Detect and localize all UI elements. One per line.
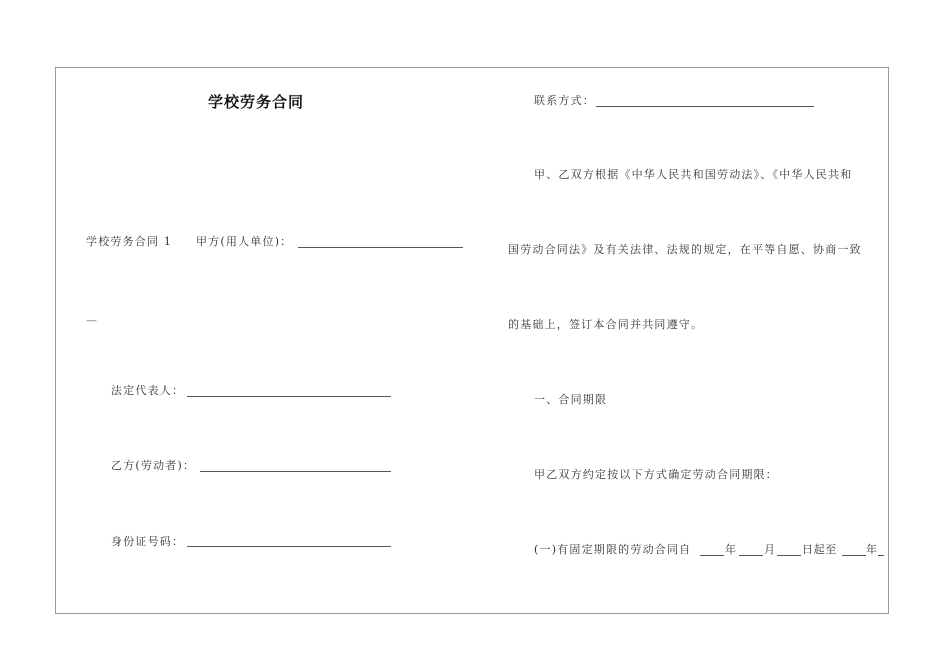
contract-number-label: 学校劳务合同 1 (86, 235, 173, 248)
legal-representative-label: 法定代表人： (111, 384, 185, 397)
party-b-label: 乙方(劳动者)： (111, 459, 196, 472)
party-b-blank-line (200, 471, 391, 472)
fixed-term-prefix: (一)有固定期限的劳动合同自 (534, 543, 692, 556)
id-number-label: 身份证号码： (111, 535, 185, 548)
section-1-text: 甲乙双方约定按以下方式确定劳动合同期限： (534, 468, 778, 481)
start-day-until-label: 日起至 (802, 543, 837, 556)
section-1-heading: 一、合同期限 (534, 393, 608, 406)
end-year-blank (842, 555, 866, 556)
start-month-label: 月 (764, 543, 777, 556)
start-day-blank (777, 555, 801, 556)
preamble-line-2: 国劳动合同法》及有关法律、法规的规定，在平等自愿、协商一致 (508, 243, 862, 256)
continuation-dash: — (86, 314, 99, 327)
preamble-line-1: 甲、乙双方根据《中华人民共和国劳动法》、《中华人民共和 (534, 168, 853, 181)
party-a-label: 甲方(用人单位)： (196, 235, 293, 248)
legal-representative-blank-line (187, 396, 391, 397)
id-number-blank-line (187, 546, 391, 547)
end-month-blank (878, 555, 884, 556)
contact-blank-line (596, 106, 814, 107)
party-a-blank-line (298, 247, 463, 248)
start-year-label: 年 (725, 543, 738, 556)
preamble-line-3: 的基础上，签订本合同并共同遵守。 (508, 318, 704, 331)
contact-label: 联系方式： (534, 94, 595, 107)
start-year-blank (700, 555, 724, 556)
start-month-blank (739, 555, 763, 556)
document-title: 学校劳务合同 (208, 93, 305, 111)
document-page (55, 67, 889, 614)
end-year-label: 年 (866, 543, 879, 556)
